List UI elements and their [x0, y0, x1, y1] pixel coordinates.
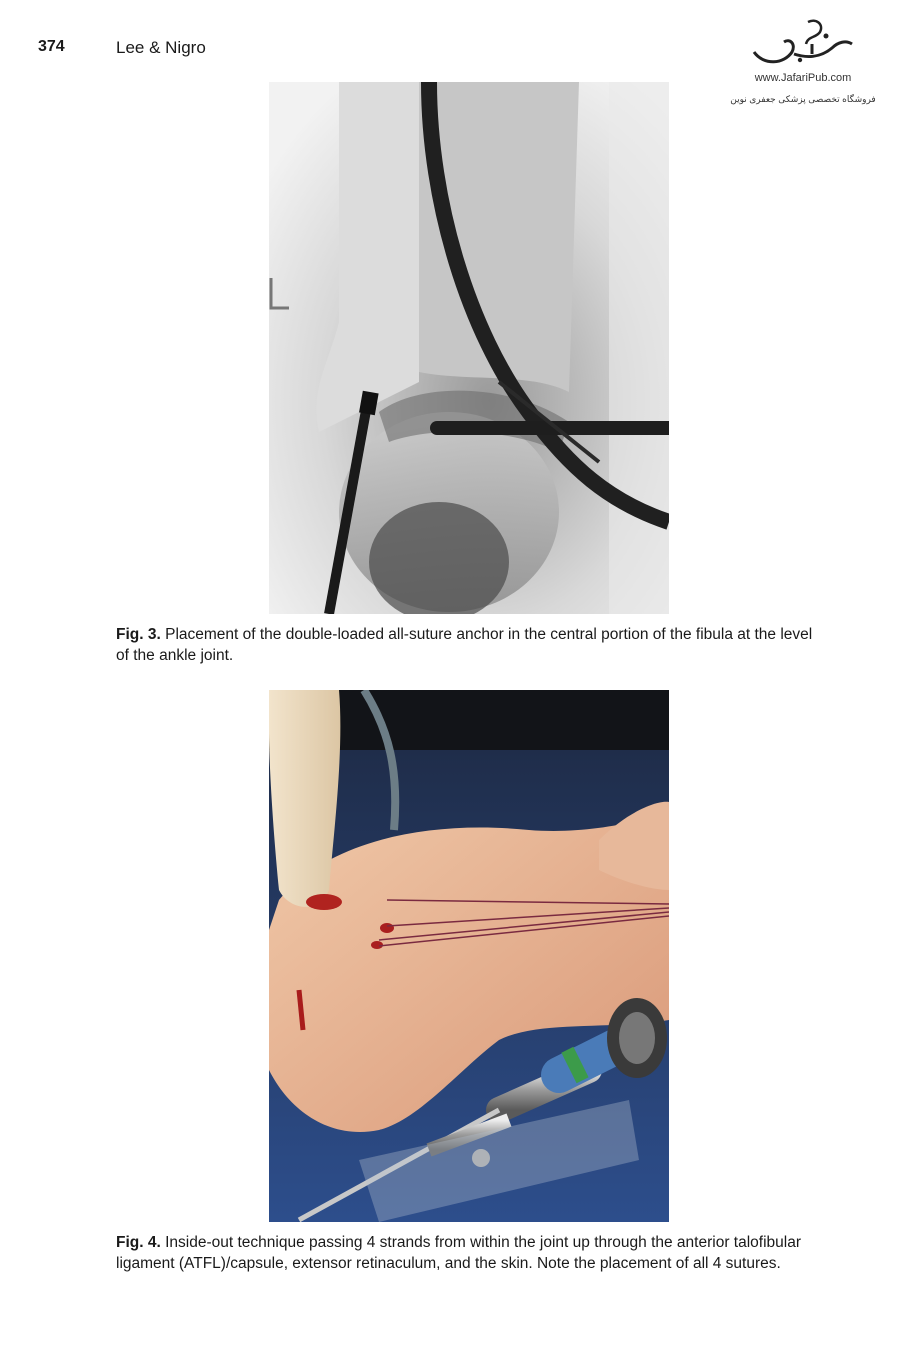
publisher-url: www.JafariPub.com — [754, 72, 852, 84]
figure-4-surgical-photo — [269, 690, 669, 1222]
calligraphy-logo-icon — [750, 14, 856, 70]
figure-4-label: Fig. 4. — [116, 1234, 161, 1251]
figure-3-caption-text: Placement of the double-loaded all-suture anchor in the central portion of the fibula at the level of the ankle joint. — [116, 626, 813, 664]
page-number: 374 — [38, 38, 65, 55]
running-head: Lee & Nigro — [116, 38, 206, 57]
figure-3-caption — [116, 624, 826, 666]
publisher-tagline: فروشگاه تخصصی پزشکی جعفری نوین — [730, 94, 876, 104]
publisher-logo — [728, 14, 878, 109]
figure-3-label: Fig. 3. — [116, 626, 161, 643]
figure-4-caption — [116, 1232, 826, 1274]
figure-3-xray-image — [269, 82, 669, 614]
figure-4-caption-text: Inside-out technique passing 4 strands from within the joint up through the anterior talofibular ligament (ATFL)/capsule, extensor retinaculum, and the skin. Note the placement of all 4 sutures. — [116, 1234, 801, 1272]
